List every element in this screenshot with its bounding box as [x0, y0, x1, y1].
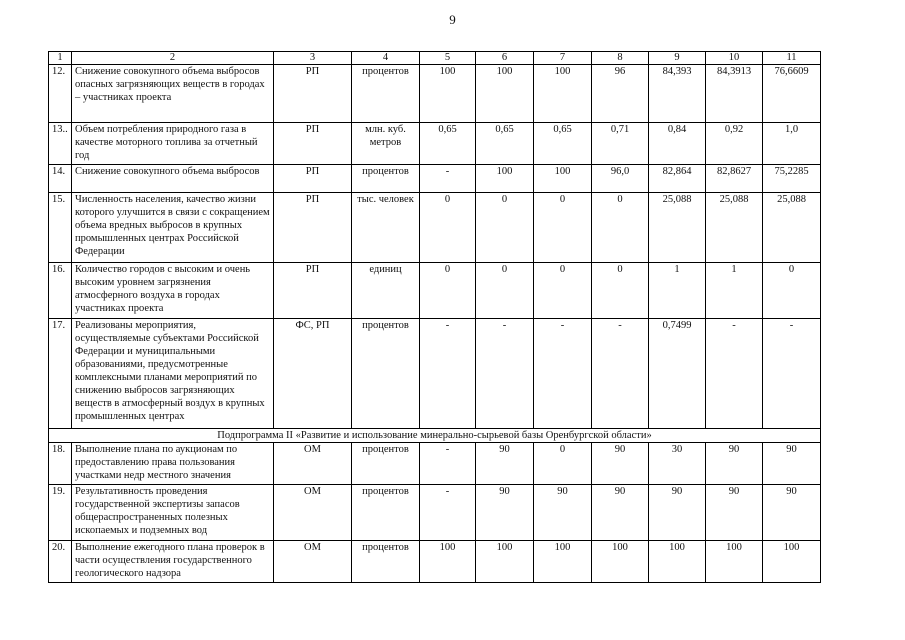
unit-cell: тыс. человек [352, 193, 420, 263]
row-number: 13.. [49, 123, 72, 165]
value-cell: 0 [476, 263, 534, 319]
unit-cell: млн. куб. метров [352, 123, 420, 165]
table-row [49, 165, 821, 193]
value-cell: 100 [534, 165, 592, 193]
value-cell: 100 [476, 65, 534, 123]
column-header: 3 [274, 52, 352, 65]
value-cell: - [420, 443, 476, 485]
value-cell: 0 [420, 263, 476, 319]
column-header: 4 [352, 52, 420, 65]
value-cell: 0 [476, 193, 534, 263]
value-cell: 90 [706, 485, 763, 541]
table-row [49, 541, 821, 583]
value-cell: - [476, 319, 534, 429]
page-number: 9 [449, 12, 456, 27]
value-cell: 90 [476, 485, 534, 541]
column-number-row [49, 52, 821, 65]
table-row [49, 263, 821, 319]
value-cell: 84,393 [649, 65, 706, 123]
source-cell: РП [274, 123, 352, 165]
value-cell: 75,2285 [763, 165, 821, 193]
unit-cell: единиц [352, 263, 420, 319]
indicator-name: Численность населения, качество жизни которого улучшится в связи с сокращением объема вредных выбросов в крупных промышленных центрах Российской Федерации [72, 193, 274, 263]
value-cell: - [420, 165, 476, 193]
value-cell: 0 [592, 193, 649, 263]
value-cell: 0,71 [592, 123, 649, 165]
indicators-table [48, 51, 821, 583]
value-cell: 1 [649, 263, 706, 319]
value-cell: 90 [476, 443, 534, 485]
value-cell: 100 [592, 541, 649, 583]
value-cell: 0 [420, 193, 476, 263]
source-cell: РП [274, 263, 352, 319]
row-number: 14. [49, 165, 72, 193]
table-row [49, 193, 821, 263]
value-cell: 25,088 [763, 193, 821, 263]
value-cell: - [534, 319, 592, 429]
indicator-name: Снижение совокупного объема выбросов [72, 165, 274, 193]
table-row [49, 485, 821, 541]
column-header: 8 [592, 52, 649, 65]
value-cell: 96,0 [592, 165, 649, 193]
value-cell: - [763, 319, 821, 429]
value-cell: 82,8627 [706, 165, 763, 193]
value-cell: 100 [534, 541, 592, 583]
value-cell: 1,0 [763, 123, 821, 165]
value-cell: 96 [592, 65, 649, 123]
unit-cell: процентов [352, 485, 420, 541]
column-header: 1 [49, 52, 72, 65]
source-cell: ОМ [274, 443, 352, 485]
value-cell: 90 [763, 485, 821, 541]
value-cell: 90 [649, 485, 706, 541]
value-cell: 30 [649, 443, 706, 485]
value-cell: - [706, 319, 763, 429]
value-cell: 100 [706, 541, 763, 583]
value-cell: 0,84 [649, 123, 706, 165]
value-cell: 100 [420, 65, 476, 123]
source-cell: РП [274, 193, 352, 263]
value-cell: 90 [706, 443, 763, 485]
column-header: 9 [649, 52, 706, 65]
value-cell: 90 [763, 443, 821, 485]
section-row [49, 429, 821, 443]
value-cell: 100 [476, 541, 534, 583]
value-cell: 0 [763, 263, 821, 319]
value-cell: 90 [592, 485, 649, 541]
value-cell: 0,65 [534, 123, 592, 165]
value-cell: 0 [534, 193, 592, 263]
column-header: 10 [706, 52, 763, 65]
value-cell: 90 [534, 485, 592, 541]
value-cell: 25,088 [649, 193, 706, 263]
value-cell: 100 [420, 541, 476, 583]
value-cell: 100 [649, 541, 706, 583]
column-header: 5 [420, 52, 476, 65]
unit-cell: процентов [352, 541, 420, 583]
indicator-name: Объем потребления природного газа в качестве моторного топлива за отчетный год [72, 123, 274, 165]
table-row [49, 123, 821, 165]
value-cell: 100 [534, 65, 592, 123]
column-header: 6 [476, 52, 534, 65]
unit-cell: процентов [352, 65, 420, 123]
row-number: 17. [49, 319, 72, 429]
value-cell: 0,92 [706, 123, 763, 165]
indicator-name: Количество городов с высоким и очень высоким уровнем загрязнения атмосферного воздуха в городах участниках проекта [72, 263, 274, 319]
value-cell: 100 [763, 541, 821, 583]
value-cell: 0,65 [476, 123, 534, 165]
indicator-name: Выполнение плана по аукционам по предоставлению права пользования участками недр местного значения [72, 443, 274, 485]
value-cell: - [420, 319, 476, 429]
value-cell: 90 [592, 443, 649, 485]
indicator-name: Реализованы мероприятия, осуществляемые субъектами Российской Федерации и муниципальными образованиями, предусмотренные комплексными планами мероприятий по снижению выбросов загрязняющих веществ в атмосферный воздух в крупных промышленных центрах [72, 319, 274, 429]
unit-cell: процентов [352, 319, 420, 429]
indicator-name: Результативность проведения государственной экспертизы запасов общераспространенных полезных ископаемых и подземных вод [72, 485, 274, 541]
source-cell: ФС, РП [274, 319, 352, 429]
indicator-name: Снижение совокупного объема выбросов опасных загрязняющих веществ в городах – участниках проекта [72, 65, 274, 123]
row-number: 19. [49, 485, 72, 541]
value-cell: - [592, 319, 649, 429]
source-cell: ОМ [274, 541, 352, 583]
row-number: 16. [49, 263, 72, 319]
table-row [49, 443, 821, 485]
value-cell: 0 [534, 263, 592, 319]
column-header: 11 [763, 52, 821, 65]
section-title: Подпрограмма II «Развитие и использование минерально-сырьевой базы Оренбургской области» [49, 429, 821, 443]
value-cell: 1 [706, 263, 763, 319]
value-cell: 25,088 [706, 193, 763, 263]
row-number: 12. [49, 65, 72, 123]
value-cell: 76,6609 [763, 65, 821, 123]
table-row [49, 65, 821, 123]
indicator-name: Выполнение ежегодного плана проверок в части осуществления государственного геологического надзора [72, 541, 274, 583]
source-cell: ОМ [274, 485, 352, 541]
source-cell: РП [274, 165, 352, 193]
value-cell: 100 [476, 165, 534, 193]
source-cell: РП [274, 65, 352, 123]
value-cell: 84,3913 [706, 65, 763, 123]
table-row [49, 319, 821, 429]
value-cell: - [420, 485, 476, 541]
value-cell: 0,65 [420, 123, 476, 165]
value-cell: 82,864 [649, 165, 706, 193]
row-number: 20. [49, 541, 72, 583]
unit-cell: процентов [352, 443, 420, 485]
value-cell: 0 [534, 443, 592, 485]
value-cell: 0 [592, 263, 649, 319]
column-header: 7 [534, 52, 592, 65]
row-number: 15. [49, 193, 72, 263]
value-cell: 0,7499 [649, 319, 706, 429]
row-number: 18. [49, 443, 72, 485]
column-header: 2 [72, 52, 274, 65]
unit-cell: процентов [352, 165, 420, 193]
